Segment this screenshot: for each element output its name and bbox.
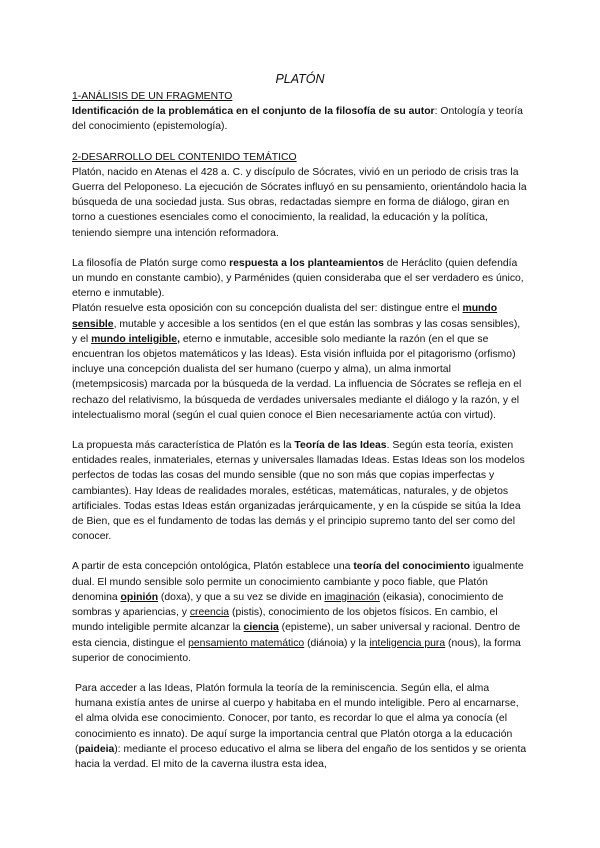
text-run: (doxa), y que a su vez se divide en bbox=[158, 591, 325, 603]
text-run: ): mediante el proceso educativo el alma se libera del engaño de los sentidos y se orienta hacia la verdad. El mito de la caverna ilustra esta idea, bbox=[75, 743, 527, 770]
paragraph-intro: Platón, nacido en Atenas el 428 a. C. y discípulo de Sócrates, vivió en un periodo de crisis tras la Guerra del Peloponeso. La ejecución de Sócrates influyó en su pensamiento, orientándolo hacia la búsqueda de una sociedad justa. Sus obras, redactadas siempre en forma de diálogo, giran en torno a cuestiones esenciales como el conocimiento, la realidad, la educación y la política, teniendo siempre una intención reformadora. bbox=[72, 166, 527, 239]
bold-opinion: opinión bbox=[120, 591, 159, 603]
text-run: igualmente dual. El mundo sensible solo permite un conocimiento cambiante y poco fiable, que Platón denomina bbox=[72, 561, 524, 603]
text-run: (eikasia), conocimiento de sombras y apariencias, y bbox=[72, 591, 504, 619]
paragraph-problematic bbox=[72, 104, 528, 134]
text-run: Para acceder a las Ideas, Platón formula la teoría de la reminiscencia. Según ella, el alma humana existía antes de unirse al cuerpo y habitaba en el mundo inteligible. Pero al encarnarse, el alma olvida ese conocimiento. Conocer, por tanto, es recordar lo que el alma ya conocía (el conocimiento es innato). De aquí surge la importancia central que Platón otorga a la educación ( bbox=[75, 682, 519, 755]
text-run: (diánoia) y la bbox=[304, 637, 370, 649]
paragraph-ideas bbox=[72, 438, 528, 544]
text-run: , mutable y accesible a los sentidos (en el que están las sombras y las cosas sensibles), y el bbox=[72, 318, 521, 345]
bold-paideia: paideia bbox=[78, 743, 115, 755]
paragraph-knowledge bbox=[72, 559, 528, 665]
document-page bbox=[72, 66, 528, 772]
section-heading-analysis: 1-ANÁLISIS DE UN FRAGMENTO bbox=[72, 91, 233, 102]
bold-response: respuesta a los planteamientos bbox=[229, 257, 384, 269]
bold-label-problematic: Identificación de la problemática en el conjunto de la filosofía de su autor bbox=[72, 106, 435, 118]
bold-science: ciencia bbox=[243, 622, 279, 634]
underline-belief: creencia bbox=[189, 607, 230, 619]
text-run: de Heráclito (quien defendía un mundo en constante cambio), y Parménides (quien consideraba que el ser verdadero es único, eterno e inmutable). bbox=[72, 257, 524, 300]
text-run: (pistis), conocimiento de los objetos físicos. En cambio, el mundo inteligible permite alcanzar la bbox=[72, 607, 498, 634]
text-run: La propuesta más característica de Platón es la bbox=[72, 440, 295, 452]
text-run: . Según esta teoría, existen entidades reales, inmateriales, eternas y universales llamadas Ideas. Estas Ideas son los modelos perfectos de todas las cosas del mundo sensible (que no son más que copias imperfectas y cambiantes). Hay Ideas de realidades morales, estéticas, matemáticas, naturales, y de objetos artificiales. Todas estas Ideas están organizadas jerárquicamente, y en la cúspide se sitúa la Idea de Bien, que es el fundamento de todas las demás y el principio supremo tanto del ser como del conocer. bbox=[72, 440, 525, 543]
text-run: A partir de esta concepción ontológica, Platón establece una bbox=[72, 561, 354, 573]
paragraph-dualism bbox=[72, 301, 528, 423]
text-run: La filosofía de Platón surge como bbox=[72, 257, 230, 269]
underline-math-thought: pensamiento matemático bbox=[188, 637, 305, 649]
underline-pure-intelligence: inteligencia pura bbox=[369, 637, 446, 649]
page-title: PLATÓN bbox=[275, 72, 325, 86]
bold-sensible-world: mundo sensible bbox=[72, 303, 498, 330]
section-heading-development: 2-DESARROLLO DEL CONTENIDO TEMÁTICO bbox=[72, 151, 297, 163]
paragraph-problematic-text: : Ontología y teoría del conocimiento (epistemología). bbox=[72, 106, 523, 133]
text-run: (nous), la forma superior de conocimiento. bbox=[72, 637, 521, 664]
paragraph-response bbox=[72, 256, 528, 302]
text-run: (episteme), un saber universal y racional. Dentro de esta ciencia, distingue el bbox=[72, 622, 521, 649]
underline-imagination: imaginación bbox=[324, 591, 380, 603]
paragraph-reminiscence bbox=[72, 681, 528, 772]
bold-intelligible-world: mundo inteligible, bbox=[91, 333, 180, 345]
bold-theory-knowledge: teoría del conocimiento bbox=[353, 561, 470, 573]
text-run: Platón resuelve esta oposición con su concepción dualista del ser: distingue entre el bbox=[72, 303, 463, 315]
bold-theory-ideas: Teoría de las Ideas bbox=[294, 440, 387, 452]
text-run: eterno e inmutable, accesible solo mediante la razón (en el que se encuentran los objetos matemáticos y las Ideas). Esta visión influida por el pitagorismo (orfismo) incluye una concepción dualista del ser humano (cuerpo y alma), un alma inmortal (metempsicosis) marcada por la búsqueda de la verdad. La influencia de Sócrates se refleja en el rechazo del relativismo, la búsqueda de verdades universales mediante el diálogo y la razón, y el intelectualismo moral (según el cual quien conoce el Bien necesariamente actúa con virtud). bbox=[72, 333, 522, 421]
